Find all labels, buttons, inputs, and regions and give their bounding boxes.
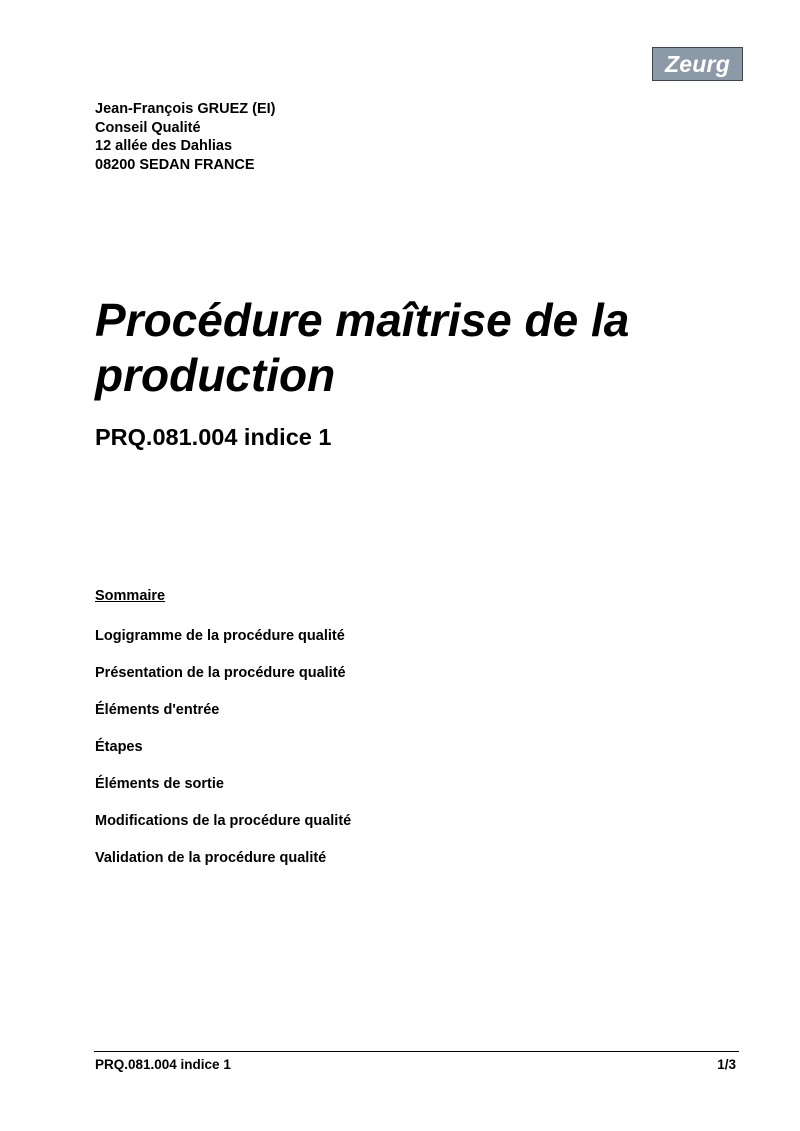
table-of-contents — [95, 627, 351, 886]
toc-item: Étapes — [95, 739, 143, 755]
document-title-line-2: production — [95, 349, 336, 401]
sender-address-block — [95, 100, 275, 174]
document-title — [95, 293, 735, 403]
address-city: 08200 SEDAN FRANCE — [95, 156, 255, 173]
company-logo-text: Zeurg — [665, 50, 730, 77]
footer-divider — [94, 1051, 739, 1052]
address-business: Conseil Qualité — [95, 119, 201, 136]
toc-item: Logigramme de la procédure qualité — [95, 628, 345, 644]
toc-heading: Sommaire — [95, 588, 166, 604]
toc-item: Validation de la procédure qualité — [95, 850, 327, 866]
toc-item: Modifications de la procédure qualité — [95, 813, 352, 829]
footer-page-number: 1/3 — [717, 1057, 736, 1072]
document-reference: PRQ.081.004 indice 1 — [95, 424, 332, 450]
footer-document-reference: PRQ.081.004 indice 1 — [95, 1057, 231, 1072]
toc-item: Éléments de sortie — [95, 776, 224, 792]
document-title-line-1: Procédure maîtrise de la — [95, 294, 630, 346]
toc-item: Éléments d'entrée — [95, 702, 220, 718]
address-name: Jean-François GRUEZ (EI) — [95, 101, 276, 117]
company-logo — [652, 47, 743, 81]
address-street: 12 allée des Dahlias — [95, 138, 233, 154]
toc-item: Présentation de la procédure qualité — [95, 665, 346, 681]
